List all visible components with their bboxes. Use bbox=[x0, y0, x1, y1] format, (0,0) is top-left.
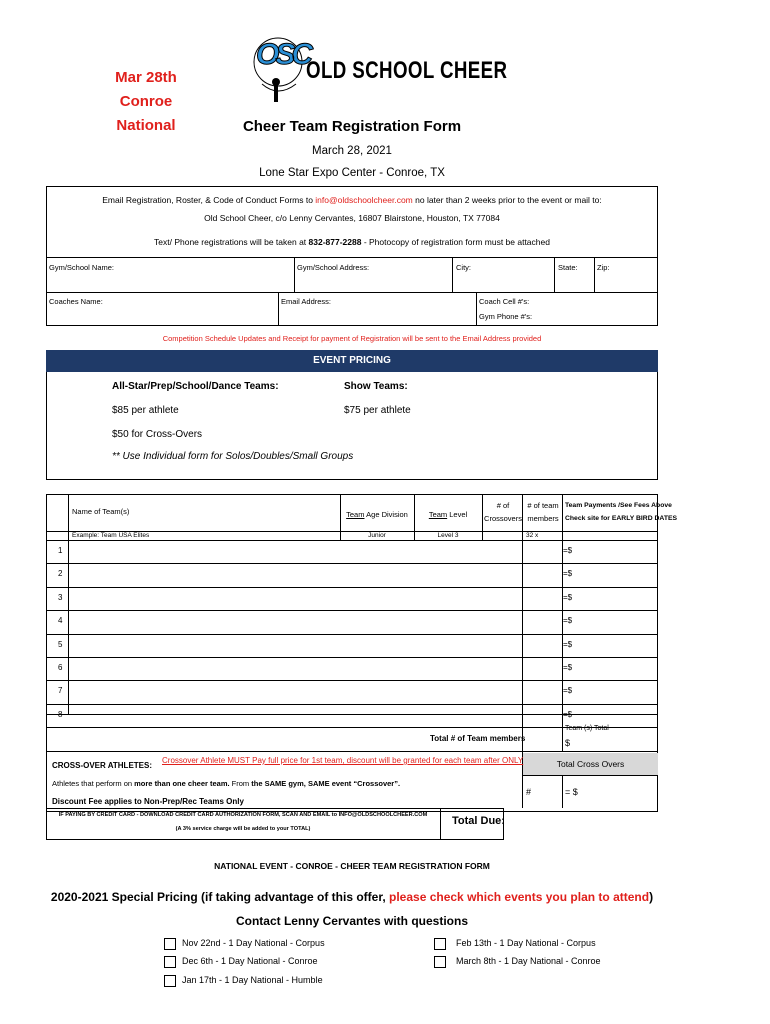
team-total-label: Team (s) Total bbox=[565, 725, 609, 732]
total-members-label: Total # of Team members bbox=[430, 734, 526, 743]
total-due-label[interactable]: Total Due: bbox=[452, 815, 505, 827]
notice-text: Competition Schedule Updates and Receipt for payment of Registration will be sent to the Email Address provided bbox=[162, 334, 542, 343]
team-row-amount[interactable]: =$ bbox=[563, 663, 573, 672]
divider bbox=[294, 258, 295, 292]
team-row-number: 3 bbox=[58, 592, 63, 602]
divider bbox=[46, 714, 658, 715]
crossover-warning: Crossover Athlete MUST Pay full price for 1st team, discount will be granted for each team after ONLY bbox=[162, 756, 524, 765]
event-dec6: Dec 6th - 1 Day National - Conroe bbox=[182, 956, 318, 966]
col-members-line: # of team bbox=[527, 501, 559, 510]
checkbox-nov22[interactable] bbox=[164, 938, 176, 950]
col-division-underline: Team bbox=[346, 510, 365, 519]
zip-field[interactable]: Zip: bbox=[597, 263, 610, 272]
allstar-price: $85 per athlete bbox=[112, 405, 179, 416]
team-row-entry[interactable] bbox=[69, 564, 521, 585]
phone-number: 832-877-2288 bbox=[308, 237, 362, 247]
total-crossovers-label: Total Cross Overs bbox=[556, 759, 625, 769]
team-row-entry[interactable] bbox=[69, 611, 521, 632]
col-division-text: Age Division bbox=[364, 510, 408, 519]
divider bbox=[562, 775, 563, 808]
col-payments-line: Check site for EARLY BIRD DATES bbox=[565, 515, 678, 522]
email-field[interactable]: Email Address: bbox=[281, 297, 332, 306]
show-price: $75 per athlete bbox=[344, 405, 411, 416]
team-row-amount[interactable]: =$ bbox=[563, 639, 573, 649]
divider bbox=[554, 258, 555, 292]
col-members-line: members bbox=[527, 514, 559, 523]
team-row-number: 1 bbox=[58, 546, 63, 555]
col-members bbox=[523, 499, 563, 525]
col-crossovers bbox=[484, 499, 522, 525]
col-level bbox=[416, 510, 480, 519]
col-crossovers-line: Crossovers bbox=[484, 514, 522, 523]
checkbox-jan17[interactable] bbox=[164, 975, 176, 987]
credit-line1: IF PAYING BY CREDIT CARD - DOWNLOAD CREDIT CARD AUTHORIZATION FORM, SCAN AND EMAIL to INFO@OLDSCHOOLCHEER.COM bbox=[58, 812, 428, 818]
team-row-entry[interactable] bbox=[69, 635, 521, 656]
crossover-label: CROSS-OVER ATHLETES: bbox=[52, 761, 153, 770]
divider bbox=[452, 258, 453, 292]
team-row-amount[interactable]: =$ bbox=[563, 592, 573, 602]
logo-badge-letters: OSC bbox=[256, 38, 310, 71]
team-row-entry[interactable] bbox=[69, 681, 521, 702]
team-row-amount[interactable]: =$ bbox=[563, 709, 573, 719]
col-payments-line: Team Payments /See Fees Above bbox=[565, 502, 672, 509]
event-date-line1: Mar 28th bbox=[115, 69, 177, 86]
crossover-desc bbox=[52, 779, 400, 788]
special-pricing bbox=[0, 890, 704, 904]
special-pricing-text: ) bbox=[649, 890, 654, 904]
show-label: Show Teams: bbox=[344, 381, 408, 392]
event-jan17: Jan 17th - 1 Day National - Humble bbox=[182, 975, 323, 985]
logo bbox=[252, 26, 508, 116]
instructions-text: Email Registration, Roster, & Code of Conduct Forms to bbox=[102, 195, 316, 205]
instructions-line3 bbox=[46, 237, 658, 247]
team-row-entry[interactable] bbox=[69, 705, 521, 726]
divider bbox=[440, 808, 441, 840]
instructions-line1 bbox=[46, 195, 658, 205]
team-row-amount[interactable]: =$ bbox=[563, 546, 573, 555]
form-date: March 28, 2021 bbox=[312, 145, 392, 157]
checkbox-dec6[interactable] bbox=[164, 956, 176, 968]
pricing-header: EVENT PRICING bbox=[46, 350, 658, 372]
contact-line: Contact Lenny Cervantes with questions bbox=[235, 914, 469, 928]
coach-cell-field[interactable]: Coach Cell #'s: bbox=[479, 297, 530, 306]
instructions-text: - Photocopy of registration form must be attached bbox=[361, 237, 550, 247]
example-level: Level 3 bbox=[437, 532, 459, 539]
crossover-desc-bold: more than one cheer team. bbox=[134, 779, 230, 788]
crossover-amount[interactable]: = $ bbox=[565, 787, 578, 797]
state-field[interactable]: State: bbox=[558, 263, 578, 272]
team-row-amount[interactable]: =$ bbox=[563, 569, 573, 579]
crossover-count[interactable]: # bbox=[526, 787, 532, 797]
divider bbox=[414, 494, 415, 540]
team-row-number: 5 bbox=[58, 639, 63, 649]
team-row-number: 7 bbox=[58, 686, 63, 696]
form-venue: Lone Star Expo Center - Conroe, TX bbox=[259, 167, 445, 179]
email-link[interactable]: info@oldschoolcheer.com bbox=[315, 195, 413, 205]
gym-name-field[interactable]: Gym/School Name: bbox=[49, 263, 115, 272]
divider bbox=[522, 775, 658, 776]
col-team-name: Name of Team(s) bbox=[72, 507, 130, 516]
col-level-text: Level bbox=[447, 510, 468, 519]
coaches-name-field[interactable]: Coaches Name: bbox=[49, 297, 103, 306]
team-row-amount[interactable]: =$ bbox=[563, 686, 573, 696]
col-level-underline: Team bbox=[428, 510, 448, 519]
crossover-desc-bold: the SAME gym, SAME event “Crossover”. bbox=[251, 779, 401, 788]
divider bbox=[482, 494, 483, 540]
event-date-line2: Conroe National bbox=[116, 93, 176, 134]
checkbox-feb13[interactable] bbox=[434, 938, 446, 950]
pricing-note: ** Use Individual form for Solos/Doubles/Small Groups bbox=[112, 451, 354, 462]
special-pricing-text: 2020-2021 Special Pricing (if taking advantage of this offer, bbox=[50, 890, 390, 904]
divider bbox=[340, 494, 341, 540]
discount-note: Discount Fee applies to Non-Prep/Rec Teams Only bbox=[52, 797, 244, 806]
divider bbox=[476, 292, 477, 326]
example-row: Example: Team USA Elites bbox=[72, 532, 150, 539]
team-row-amount[interactable]: =$ bbox=[563, 616, 573, 626]
event-feb13: Feb 13th - 1 Day National - Corpus bbox=[456, 938, 596, 948]
team-row-entry[interactable] bbox=[69, 588, 521, 609]
city-field[interactable]: City: bbox=[456, 263, 471, 272]
col-crossovers-line: # of bbox=[496, 501, 510, 510]
event-mar8: March 8th - 1 Day National - Conroe bbox=[456, 956, 601, 966]
divider bbox=[46, 292, 658, 293]
example-division: Junior bbox=[368, 532, 386, 539]
national-heading: NATIONAL EVENT - CONROE - CHEER TEAM REGISTRATION FORM bbox=[214, 861, 490, 871]
team-row-entry[interactable] bbox=[69, 541, 521, 562]
credit-line2: (A 3% service charge will be added to your TOTAL) bbox=[175, 826, 311, 832]
example-members: 32 x bbox=[526, 532, 539, 539]
allstar-label: All-Star/Prep/School/Dance Teams: bbox=[112, 381, 279, 392]
team-row-number: 8 bbox=[58, 709, 63, 719]
team-row-number: 2 bbox=[58, 569, 63, 579]
instructions-text: Text/ Phone registrations will be taken at bbox=[154, 237, 309, 247]
gym-address-field[interactable]: Gym/School Address: bbox=[297, 263, 370, 272]
form-title: Cheer Team Registration Form bbox=[242, 118, 462, 135]
instructions-text: no later than 2 weeks prior to the event or mail to: bbox=[412, 195, 602, 205]
event-nov22: Nov 22nd - 1 Day National - Corpus bbox=[182, 938, 325, 948]
team-row-entry[interactable] bbox=[69, 658, 521, 679]
team-row-number: 6 bbox=[58, 663, 63, 672]
divider bbox=[594, 258, 595, 292]
instructions-line2: Old School Cheer, c/o Lenny Cervantes, 16807 Blairstone, Houston, TX 77084 bbox=[204, 213, 500, 223]
divider bbox=[278, 292, 279, 326]
team-row-number: 4 bbox=[58, 616, 63, 626]
crossover-price: $50 for Cross-Overs bbox=[112, 429, 203, 440]
crossover-desc-text: From bbox=[229, 779, 252, 788]
logo-text: OLD SCHOOL CHEER bbox=[306, 57, 508, 84]
crossover-desc-text: Athletes that perform on bbox=[52, 779, 135, 788]
gym-phone-field[interactable]: Gym Phone #'s: bbox=[479, 312, 533, 321]
checkbox-mar8[interactable] bbox=[434, 956, 446, 968]
col-division bbox=[342, 510, 412, 519]
col-payments bbox=[565, 499, 677, 525]
special-pricing-highlight: please check which events you plan to attend bbox=[389, 890, 650, 904]
team-total-value[interactable]: $ bbox=[565, 738, 571, 748]
